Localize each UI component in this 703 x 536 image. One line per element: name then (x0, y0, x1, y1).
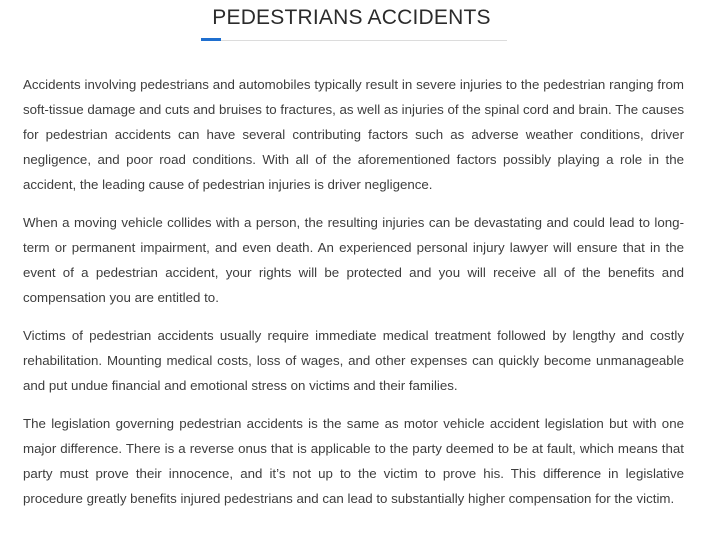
article-content (23, 72, 684, 524)
title-accent-bar (201, 38, 221, 41)
paragraph-4: The legislation governing pedestrian accidents is the same as motor vehicle accident legislation but with one major difference. There is a reverse onus that is applicable to the party deemed to be at fault, which means that party must prove their innocence, and it’s not up to the victim to prove his. This difference in legislative procedure greatly benefits injured pedestrians and can lead to substantially higher compensation for the victim. (23, 416, 684, 506)
page-title: PEDESTRIANS ACCIDENTS (212, 6, 491, 29)
title-divider (201, 40, 507, 41)
section-header (0, 0, 703, 44)
paragraph-1: Accidents involving pedestrians and automobiles typically result in severe injuries to the pedestrian ranging from soft-tissue damage and cuts and bruises to fractures, as well as injuries of the spinal cord and brain. The causes for pedestrian accidents can have several contributing factors such as adverse weather conditions, driver negligence, and poor road conditions. With all of the aforementioned factors possibly playing a role in the accident, the leading cause of pedestrian injuries is driver negligence. (23, 77, 684, 192)
paragraph-2: When a moving vehicle collides with a person, the resulting injuries can be devastating and could lead to long-term or permanent impairment, and even death. An experienced personal injury lawyer will ensure that in the event of a pedestrian accident, your rights will be protected and you will receive all of the benefits and compensation you are entitled to. (23, 215, 684, 305)
paragraph-3: Victims of pedestrian accidents usually require immediate medical treatment followed by lengthy and costly rehabilitation. Mounting medical costs, loss of wages, and other expenses can quickly become unmanageable and put undue financial and emotional stress on victims and their families. (23, 328, 684, 393)
